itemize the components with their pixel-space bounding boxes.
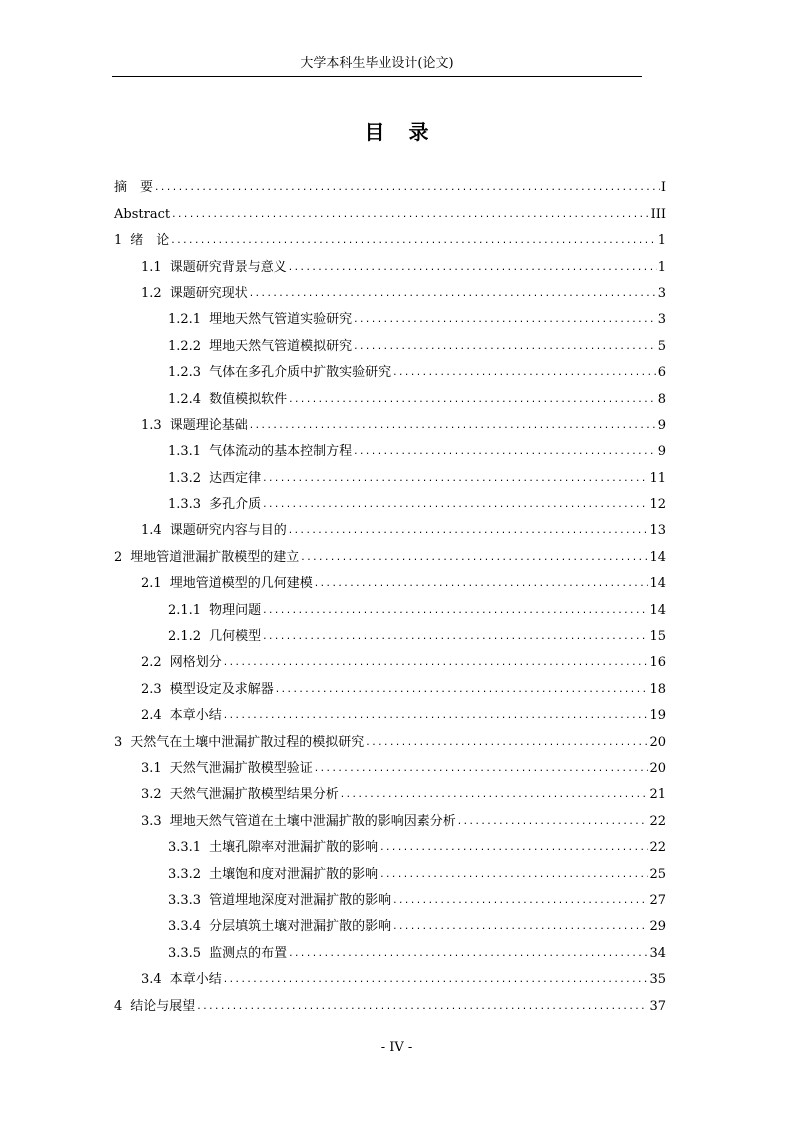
toc-entry-title: 气体在多孔介质中扩散实验研究 — [209, 365, 392, 381]
toc-entry-number: 3.3.3 — [168, 892, 202, 908]
page-number: - IV - — [380, 1040, 413, 1055]
toc-entry-number: 2.3 — [141, 681, 162, 697]
header-rule — [112, 76, 642, 77]
toc-entry[interactable] — [114, 645, 666, 671]
toc-entry-page: 14 — [649, 602, 666, 618]
toc-entry-number: 1.1 — [141, 259, 162, 275]
toc-dot-leader — [288, 392, 657, 408]
toc-dot-leader — [392, 919, 648, 935]
toc-entry[interactable] — [114, 487, 666, 513]
toc-entry-page: 3 — [657, 312, 666, 328]
toc-entry[interactable] — [114, 539, 666, 565]
toc-entry[interactable] — [114, 777, 666, 803]
toc-entry-title: 课题研究背景与意义 — [169, 259, 287, 275]
toc-entry-number: 3.1 — [141, 760, 162, 776]
toc-entry-page: 25 — [649, 866, 666, 882]
toc-entry[interactable] — [114, 302, 666, 328]
toc-dot-leader — [154, 180, 660, 196]
toc-entry-page: 19 — [649, 708, 666, 724]
toc-entry-page: 12 — [649, 497, 666, 513]
toc-entry-page: 15 — [649, 629, 666, 645]
toc-dot-leader — [314, 576, 649, 592]
toc-entry-title: 埋地天然气管道在土壤中泄漏扩散的影响因素分析 — [169, 813, 456, 829]
toc-entry-title: 管道埋地深度对泄漏扩散的影响 — [209, 892, 392, 908]
toc-entry-number: 1 — [114, 233, 123, 249]
toc-entry-title: 模型设定及求解器 — [169, 681, 274, 697]
toc-entry-title: 几何模型 — [209, 629, 262, 645]
toc-entry[interactable] — [114, 513, 666, 539]
toc-entry-number: 1.3.2 — [168, 470, 202, 486]
toc-entry-title: 气体流动的基本控制方程 — [209, 444, 353, 460]
toc-entry[interactable] — [114, 434, 666, 460]
toc-entry-page: 20 — [649, 760, 666, 776]
toc-dot-leader — [223, 708, 649, 724]
toc-entry-number: 3.4 — [141, 972, 162, 988]
toc-entry-page: 20 — [649, 734, 666, 750]
toc-dot-leader — [379, 867, 648, 883]
toc-dot-leader — [314, 761, 649, 777]
toc-entry[interactable] — [114, 988, 666, 1014]
toc-entry[interactable] — [114, 355, 666, 381]
toc-entry-page: 3 — [657, 285, 666, 301]
toc-entry[interactable] — [114, 460, 666, 486]
toc-dot-leader — [223, 655, 649, 671]
toc-entry-title: 本章小结 — [169, 972, 222, 988]
toc-entry-page: 1 — [657, 259, 666, 275]
toc-dot-leader — [275, 682, 649, 698]
toc-entry[interactable] — [114, 751, 666, 777]
toc-dot-leader — [262, 497, 648, 513]
toc-entry-number: 1.2 — [141, 285, 162, 301]
toc-entry-number: 3.3.1 — [168, 840, 202, 856]
toc-entry-number: 2.4 — [141, 708, 162, 724]
toc-entry-number: 3 — [114, 734, 123, 750]
toc-entry-page: 34 — [649, 945, 666, 961]
page-header: 大学本科生毕业设计(论文) — [300, 56, 454, 71]
toc-dot-leader — [262, 603, 648, 619]
toc-entry-number: 1.2.4 — [168, 391, 202, 407]
toc-entry[interactable] — [114, 935, 666, 961]
toc-dot-leader — [379, 840, 648, 856]
toc-entry-number: 2 — [114, 549, 123, 565]
toc-entry-page: 29 — [649, 919, 666, 935]
toc-entry-number: 1.3 — [141, 417, 162, 433]
toc-entry-page: 22 — [649, 813, 666, 829]
toc-entry-title: 绪 论 — [130, 233, 170, 249]
toc-entry[interactable] — [114, 408, 666, 434]
toc-entry[interactable] — [114, 856, 666, 882]
toc-entry-page: 13 — [649, 523, 666, 539]
toc-entry-number: 1.2.2 — [168, 338, 202, 354]
toc-dot-leader — [262, 629, 648, 645]
toc-dot-leader — [288, 260, 657, 276]
toc-entry-number: 3.2 — [141, 787, 162, 803]
toc-entry-page: 11 — [649, 470, 666, 486]
toc-entry[interactable] — [114, 276, 666, 302]
toc-entry-title: 埋地天然气管道模拟研究 — [209, 338, 353, 354]
toc-dot-leader — [223, 972, 649, 988]
toc-entry[interactable] — [114, 671, 666, 697]
toc-entry[interactable] — [114, 962, 666, 988]
toc-entry-page: 37 — [649, 998, 666, 1014]
toc-dot-leader — [392, 365, 657, 381]
toc-entry[interactable] — [114, 883, 666, 909]
toc-entry-title: 埋地管道泄漏扩散模型的建立 — [130, 549, 300, 565]
toc-entry-title: 网格划分 — [169, 655, 222, 671]
toc-dot-leader — [288, 523, 649, 539]
toc-entry-number: 1.4 — [141, 523, 162, 539]
toc-entry-title: 本章小结 — [169, 708, 222, 724]
toc-entry-number: 4 — [114, 998, 123, 1014]
toc-entry-title: 埋地管道模型的几何建模 — [169, 576, 313, 592]
toc-entry-number: 2.1.1 — [168, 602, 202, 618]
toc-entry-page: 22 — [649, 840, 666, 856]
toc-dot-leader — [196, 999, 648, 1015]
toc-dot-leader — [340, 787, 649, 803]
toc-entry-page: 27 — [649, 892, 666, 908]
toc-entry[interactable] — [114, 698, 666, 724]
toc-entry-title: 天然气泄漏扩散模型验证 — [169, 760, 313, 776]
toc-entry-page: 35 — [649, 972, 666, 988]
toc-entry-title: 课题研究现状 — [169, 285, 248, 301]
toc-entry-page: 6 — [657, 365, 666, 381]
toc-entry[interactable] — [114, 381, 666, 407]
toc-entry[interactable] — [114, 328, 666, 354]
toc-entry-title: 土壤饱和度对泄漏扩散的影响 — [209, 866, 379, 882]
toc-dot-leader — [353, 339, 657, 355]
toc-entry-title: 达西定律 — [209, 470, 262, 486]
toc-dot-leader — [249, 286, 657, 302]
toc-entry-title: 课题理论基础 — [169, 417, 248, 433]
toc-entry-number: 1.3.3 — [168, 497, 202, 513]
table-of-contents — [114, 170, 666, 1015]
toc-entry-page: I — [660, 180, 666, 196]
toc-dot-leader — [300, 550, 648, 566]
toc-entry-number: 1.2.3 — [168, 365, 202, 381]
toc-entry-number: 3.3.2 — [168, 866, 202, 882]
toc-entry-page: 5 — [657, 338, 666, 354]
toc-dot-leader — [365, 735, 648, 751]
toc-entry-number: 3.3.4 — [168, 919, 202, 935]
toc-entry-number: 1.3.1 — [168, 444, 202, 460]
toc-entry[interactable] — [114, 223, 666, 249]
toc-dot-leader — [353, 444, 657, 460]
toc-entry-title: Abstract — [114, 206, 171, 222]
toc-dot-leader — [457, 814, 649, 830]
toc-entry-title: 结论与展望 — [130, 998, 196, 1014]
toc-entry-page: 14 — [649, 576, 666, 592]
toc-entry-title: 分层填筑土壤对泄漏扩散的影响 — [209, 919, 392, 935]
toc-entry-title: 天然气泄漏扩散模型结果分析 — [169, 787, 339, 803]
toc-dot-leader — [249, 418, 657, 434]
toc-dot-leader — [262, 471, 648, 487]
toc-title: 目录 — [364, 120, 453, 144]
toc-entry[interactable] — [114, 170, 666, 196]
toc-entry-number: 1.2.1 — [168, 312, 202, 328]
toc-dot-leader — [171, 207, 650, 223]
toc-entry-number: 3.3 — [141, 813, 162, 829]
toc-entry-title: 物理问题 — [209, 602, 262, 618]
toc-entry-page: 21 — [649, 787, 666, 803]
toc-entry-page: 8 — [657, 391, 666, 407]
toc-entry[interactable] — [114, 249, 666, 275]
toc-entry-title: 天然气在土壤中泄漏扩散过程的模拟研究 — [130, 734, 365, 750]
toc-dot-leader — [392, 893, 648, 909]
toc-entry[interactable] — [114, 196, 666, 222]
toc-dot-leader — [353, 312, 657, 328]
toc-entry[interactable] — [114, 909, 666, 935]
toc-entry-page: 16 — [649, 655, 666, 671]
toc-entry-title: 土壤孔隙率对泄漏扩散的影响 — [209, 840, 379, 856]
toc-entry-page: 9 — [657, 417, 666, 433]
toc-entry-page: 18 — [649, 681, 666, 697]
toc-entry-title: 摘 要 — [114, 180, 154, 196]
toc-entry-title: 多孔介质 — [209, 497, 262, 513]
toc-dot-leader — [170, 233, 656, 249]
toc-entry-title: 课题研究内容与目的 — [169, 523, 287, 539]
toc-entry-title: 监测点的布置 — [209, 945, 288, 961]
toc-entry-page: 1 — [657, 233, 666, 249]
toc-entry[interactable] — [114, 566, 666, 592]
toc-entry-page: 14 — [649, 549, 666, 565]
toc-entry-number: 2.2 — [141, 655, 162, 671]
toc-dot-leader — [288, 946, 648, 962]
toc-entry[interactable] — [114, 619, 666, 645]
toc-entry-title: 埋地天然气管道实验研究 — [209, 312, 353, 328]
toc-entry[interactable] — [114, 830, 666, 856]
toc-entry-number: 2.1.2 — [168, 629, 202, 645]
toc-entry-page: 9 — [657, 444, 666, 460]
toc-entry-title: 数值模拟软件 — [209, 391, 288, 407]
toc-entry[interactable] — [114, 592, 666, 618]
toc-entry[interactable] — [114, 803, 666, 829]
toc-entry-number: 3.3.5 — [168, 945, 202, 961]
toc-entry-page: III — [650, 206, 666, 222]
toc-entry-number: 2.1 — [141, 576, 162, 592]
toc-entry[interactable] — [114, 724, 666, 750]
